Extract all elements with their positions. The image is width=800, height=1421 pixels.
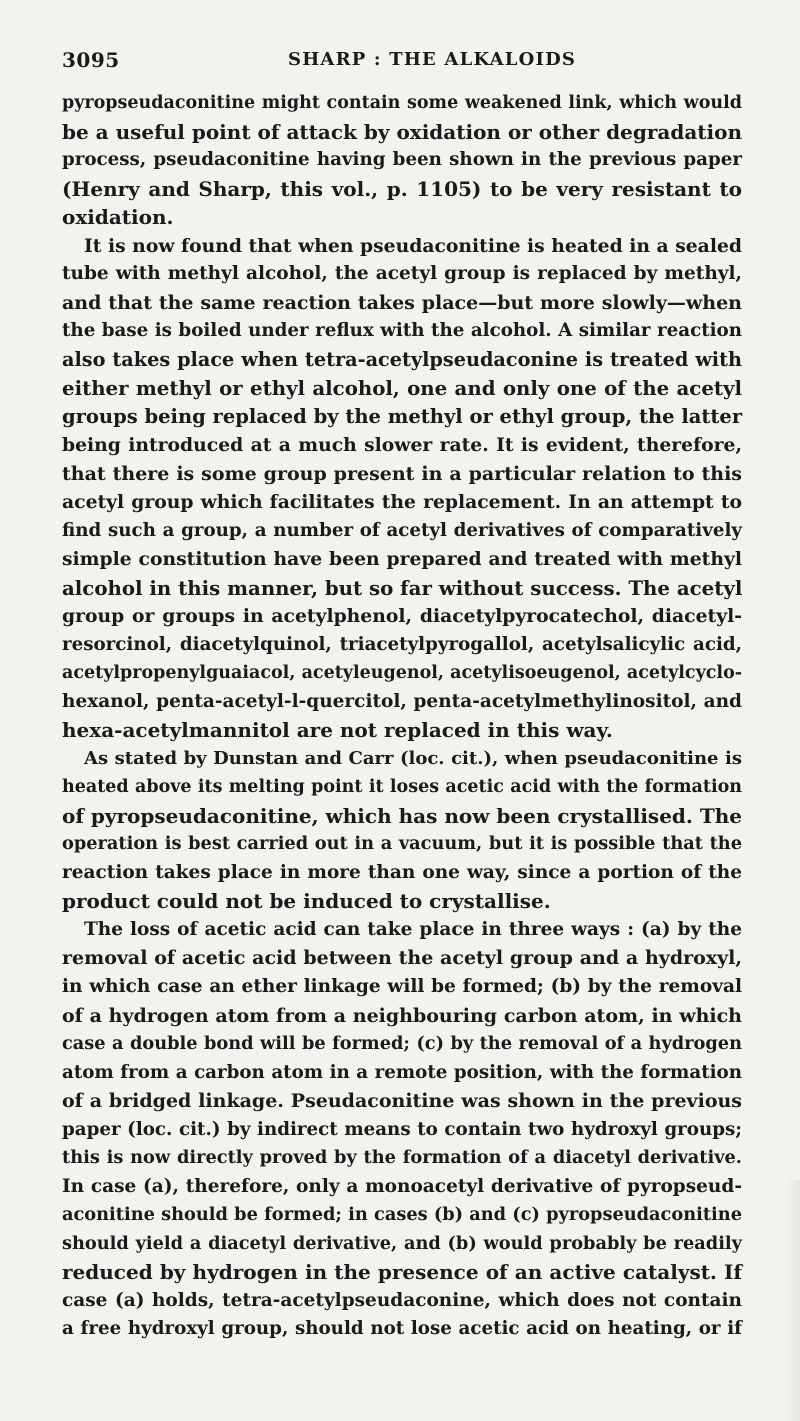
- text-line: case a double bond will be formed; (c) by the removal of a hydrogen: [62, 1033, 742, 1055]
- text-line: also takes place when tetra-acetylpseudaconine is treated with: [62, 347, 742, 371]
- text-line: simple constitution have been prepared and treated with methyl: [62, 548, 742, 571]
- text-line: atom from a carbon atom in a remote position, with the formation: [62, 1061, 742, 1083]
- text-line: a free hydroxyl group, should not lose acetic acid on heating, or if: [62, 1318, 742, 1340]
- text-line: acetylpropenylguaiacol, acetyleugenol, acetylisoeugenol, acetylcyclo-: [62, 663, 742, 684]
- text-line: reduced by hydrogen in the presence of an active catalyst. If: [62, 1260, 742, 1285]
- text-line: find such a group, a number of acetyl derivatives of comparatively: [62, 519, 742, 541]
- text-line: of pyropseudaconitine, which has now been crystallised. The: [62, 803, 742, 828]
- text-line: the base is boiled under reflux with the alcohol. A similar reaction: [62, 320, 742, 342]
- text-line: be a useful point of attack by oxidation or other degradation: [62, 119, 742, 144]
- text-line: removal of acetic acid between the acetyl group and a hydroxyl,: [62, 947, 742, 970]
- text-line: aconitine should be formed; in cases (b) and (c) pyropseudaconitine: [62, 1204, 742, 1226]
- text-line: process, pseudaconitine having been shown in the previous paper: [62, 149, 742, 171]
- text-line: paper (loc. cit.) by indirect means to contain two hydroxyl groups;: [62, 1118, 742, 1140]
- text-line: case (a) holds, tetra-acetylpseudaconine, which does not contain: [62, 1289, 742, 1311]
- page-header: [62, 48, 742, 78]
- text-line: In case (a), therefore, only a monoacetyl derivative of pyropseud-: [62, 1175, 742, 1197]
- text-line: of a bridged linkage. Pseudaconitine was shown in the previous: [62, 1090, 742, 1113]
- text-line: product could not be induced to crystallise.: [62, 889, 551, 914]
- text-line: The loss of acetic acid can take place in three ways : (a) by the: [84, 918, 742, 940]
- text-line: heated above its melting point it loses acetic acid with the formation: [62, 777, 742, 798]
- text-line: group or groups in acetylphenol, diacetylpyrocatechol, diacetyl-: [62, 605, 742, 628]
- text-line: and that the same reaction takes place—but more slowly—when: [62, 291, 742, 314]
- text-line: resorcinol, diacetylquinol, triacetylpyrogallol, acetylsalicylic acid,: [62, 633, 742, 655]
- text-line: pyropseudaconitine might contain some weakened link, which would: [62, 93, 742, 113]
- running-head: SHARP : THE ALKALOIDS: [288, 49, 577, 70]
- text-line: that there is some group present in a particular relation to this: [62, 462, 742, 485]
- text-line: oxidation.: [62, 205, 174, 230]
- text-line: acetyl group which facilitates the replacement. In an attempt to: [62, 491, 742, 514]
- text-line: tube with methyl alcohol, the acetyl group is replaced by methyl,: [62, 263, 742, 285]
- page-number: 3095: [62, 48, 120, 72]
- text-line: operation is best carried out in a vacuum, but it is possible that the: [62, 833, 742, 855]
- text-line: either methyl or ethyl alcohol, one and only one of the acetyl: [62, 376, 742, 401]
- text-line: reaction takes place in more than one way, since a portion of the: [62, 861, 742, 883]
- text-line: of a hydrogen atom from a neighbouring carbon atom, in which: [62, 1004, 742, 1027]
- text-line: hexa-acetylmannitol are not replaced in this way.: [62, 718, 613, 743]
- text-line: in which case an ether linkage will be formed; (b) by the removal: [62, 975, 742, 997]
- text-line: hexanol, penta-acetyl-l-quercitol, penta-acetylmethylinositol, and: [62, 690, 742, 712]
- text-line: should yield a diacetyl derivative, and (b) would probably be readily: [62, 1232, 742, 1254]
- text-line: alcohol in this manner, but so far without success. The acetyl: [62, 575, 743, 600]
- text-line: It is now found that when pseudaconitine is heated in a sealed: [84, 234, 742, 257]
- body-text: [62, 89, 742, 1344]
- text-line: groups being replaced by the methyl or ethyl group, the latter: [62, 404, 743, 428]
- page-edge-shadow: [786, 1180, 800, 1421]
- text-line: this is now directly proved by the formation of a diacetyl derivative.: [62, 1147, 742, 1169]
- text-line: (Henry and Sharp, this vol., p. 1105) to be very resistant to: [62, 176, 742, 201]
- text-line: As stated by Dunstan and Carr (loc. cit.), when pseudaconitine is: [84, 747, 742, 769]
- text-line: being introduced at a much slower rate. It is evident, therefore,: [62, 434, 742, 457]
